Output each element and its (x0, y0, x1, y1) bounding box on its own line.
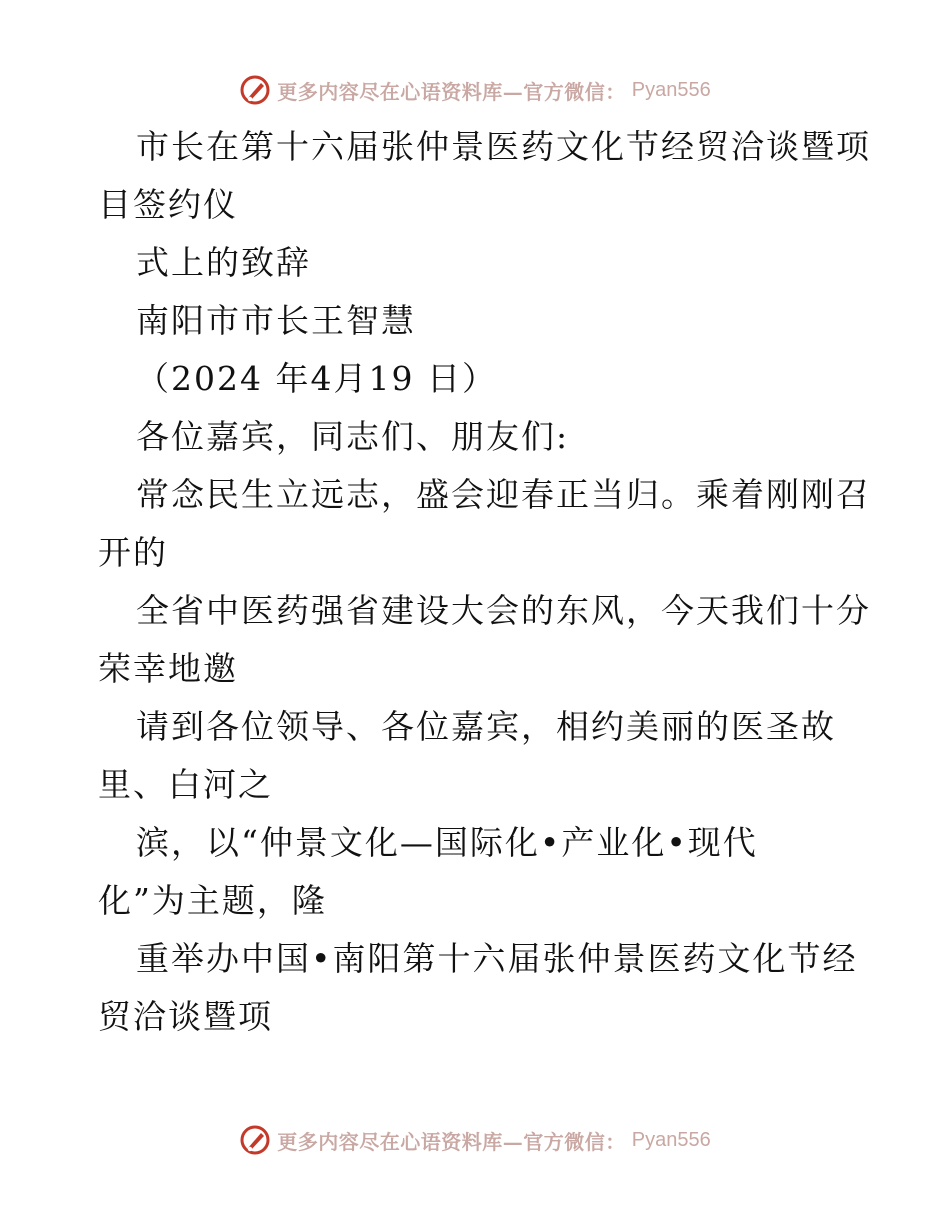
quill-logo-icon (239, 74, 271, 106)
doc-line: 里、白河之 (98, 765, 273, 804)
watermark-wechat-id: Pyan556 (631, 1128, 711, 1151)
document-body (98, 118, 871, 1046)
footer-watermark (0, 1120, 950, 1160)
doc-line: 重举办中国•南阳第十六届张仲景医药文化节经 (136, 939, 858, 978)
doc-line: 开的 (98, 533, 168, 572)
header-watermark (0, 70, 950, 110)
doc-line: 常念民生立远志，盛会迎春正当归。乘着刚刚召 (136, 475, 871, 514)
doc-line: 市长在第十六届张仲景医药文化节经贸洽谈暨项 (136, 127, 871, 166)
doc-line: 贸洽谈暨项 (98, 997, 273, 1036)
watermark-text: 更多内容尽在心语资料库—官方微信： (277, 79, 626, 104)
doc-line: 荣幸地邀 (98, 649, 238, 688)
watermark-wechat-id: Pyan556 (631, 78, 711, 101)
doc-line: 各位嘉宾，同志们、朋友们: (136, 417, 570, 456)
doc-line: 目签约仪 (98, 185, 238, 224)
doc-line: 请到各位领导、各位嘉宾，相约美丽的医圣故 (136, 707, 836, 746)
doc-line: 南阳市市长王智慧 (136, 301, 416, 340)
doc-line: （2024 年4月19 日） (136, 359, 497, 398)
doc-line: 滨，以“仲景文化—国际化•产业化•现代 (136, 823, 758, 862)
quill-logo-icon (239, 1124, 271, 1156)
doc-line: 式上的致辞 (136, 243, 311, 282)
watermark-text: 更多内容尽在心语资料库—官方微信： (277, 1129, 626, 1154)
doc-line: 全省中医药强省建设大会的东风，今天我们十分 (136, 591, 871, 630)
doc-line: 化”为主题，隆 (98, 881, 327, 920)
